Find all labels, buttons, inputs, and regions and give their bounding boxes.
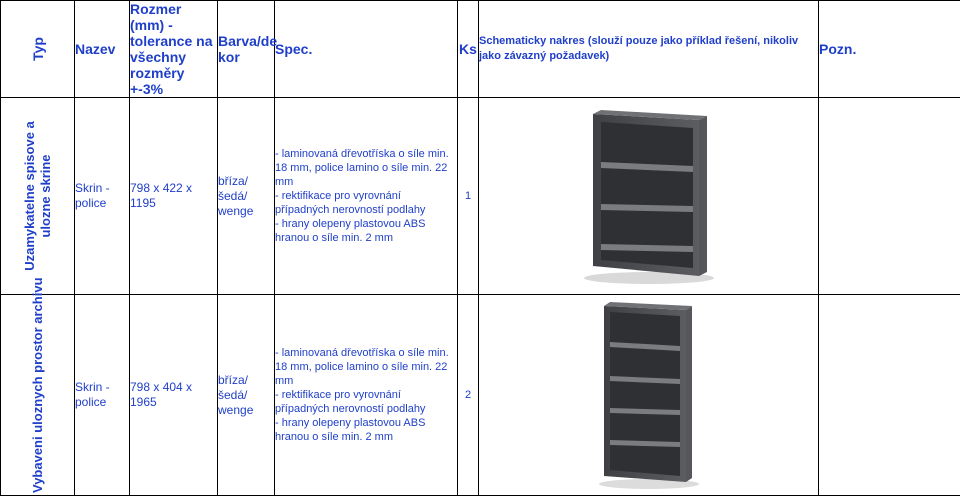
header-typ: Typ [1, 1, 75, 98]
spec-line: - hrany olepeny plastovou ABS hranou o síle min. 2 mm [275, 416, 457, 444]
header-nakres: Schematicky nakres (slouží pouze jako příklad řešení, nikoliv jako závazný požadavek) [479, 1, 819, 98]
row-pozn [819, 295, 960, 496]
row-rozmer: 798 x 404 x 1965 [130, 295, 218, 496]
row-nazev: Skrin - police [75, 98, 130, 295]
row-nazev: Skrin - police [75, 295, 130, 496]
row-spec [275, 295, 458, 496]
row-image-cell [479, 98, 819, 295]
spec-line: - laminovaná dřevotříska o síle min. 18 mm, police lamino o síle min. 22 mm [275, 147, 457, 189]
header-ks: Ks [458, 1, 479, 98]
row-ks: 1 [458, 98, 479, 295]
row-image-cell [479, 295, 819, 496]
header-pozn: Pozn. [819, 1, 960, 98]
row-ks: 2 [458, 295, 479, 496]
tall-bookshelf-image [594, 300, 704, 490]
low-bookshelf-image [579, 106, 719, 286]
spec-line: - rektifikace pro vyrovnání případných nerovností podlahy [275, 189, 457, 217]
table-row [1, 98, 960, 295]
spec-line: - laminovaná dřevotříska o síle min. 18 mm, police lamino o síle min. 22 mm [275, 346, 457, 388]
header-spec: Spec. [275, 1, 458, 98]
header-rozmer: Rozmer (mm) - tolerance na všechny rozměry +-3% [130, 1, 218, 98]
row-barva: bříza/šedá/ wenge [218, 98, 275, 295]
table-row [1, 295, 960, 496]
header-nazev: Nazev [75, 1, 130, 98]
row-typ-cell [1, 295, 75, 496]
row-typ-cell [1, 98, 75, 295]
row-rozmer: 798 x 422 x 1195 [130, 98, 218, 295]
spec-line: - hrany olepeny plastovou ABS hranou o síle min. 2 mm [275, 217, 457, 245]
row-pozn [819, 98, 960, 295]
row-spec [275, 98, 458, 295]
header-row [1, 1, 960, 98]
spec-line: - rektifikace pro vyrovnání případných nerovností podlahy [275, 388, 457, 416]
row-typ: Uzamykatelne spisove a ulozne skrine [22, 101, 54, 291]
header-barva: Barva/de kor [218, 1, 275, 98]
row-typ: Vybaveni uloznych prostor archivu [30, 297, 46, 493]
row-barva: bříza/šedá/ wenge [218, 295, 275, 496]
